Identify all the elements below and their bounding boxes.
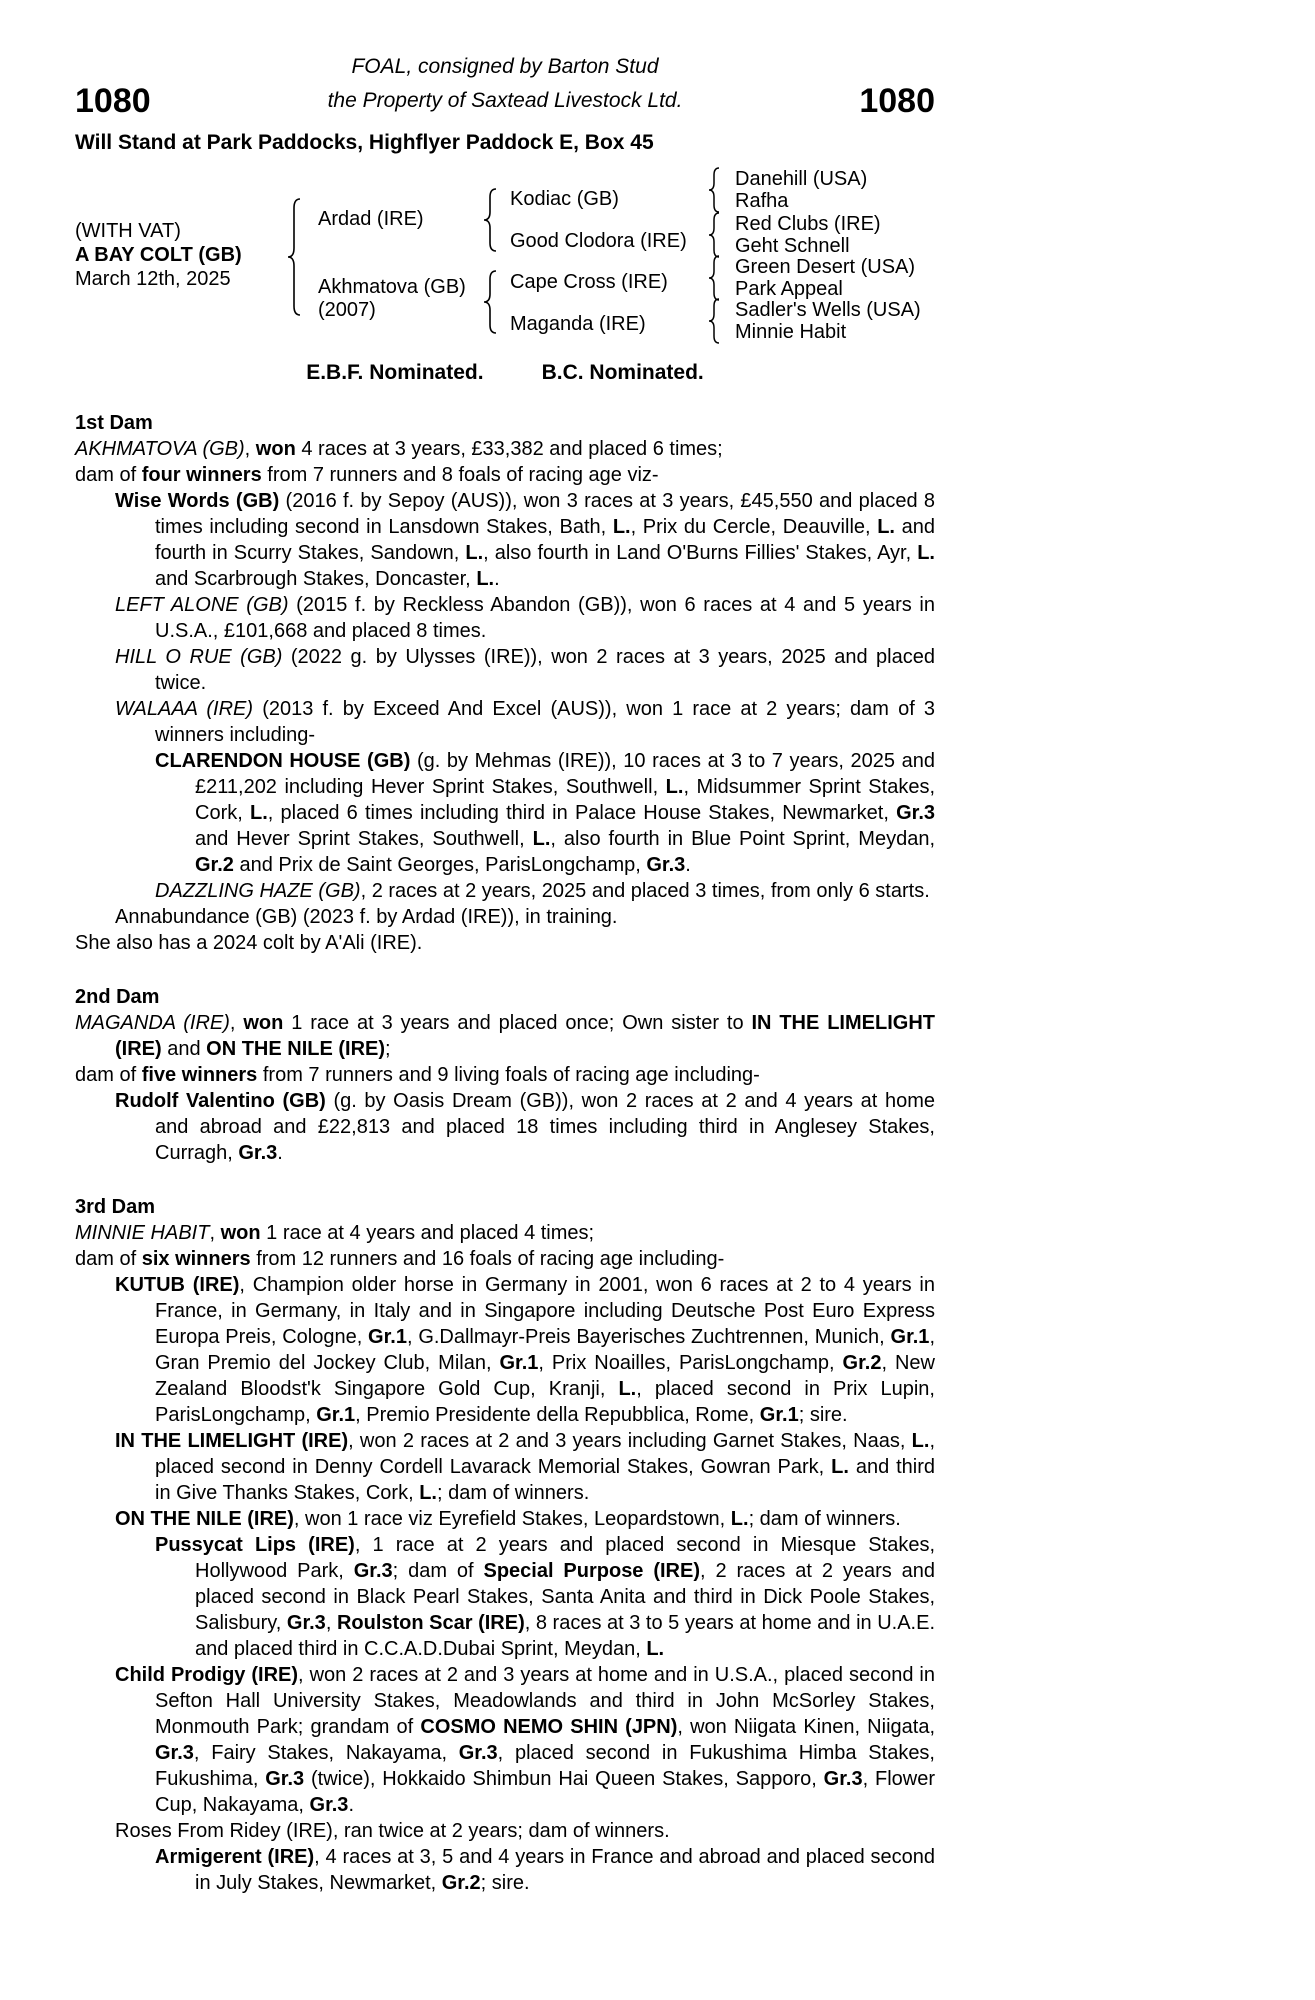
pedigree-paragraph: LEFT ALONE (GB) (2015 f. by Reckless Abandon (GB)), won 6 races at 4 and 5 years in U.S.A., £101,668 and placed 8 times. (115, 594, 935, 642)
pedigree-paragraph: WALAAA (IRE) (2013 f. by Exceed And Excel (AUS)), won 1 race at 2 years; dam of 3 winners including- (115, 698, 935, 746)
pedigree-paragraph: HILL O RUE (GB) (2022 g. by Ulysses (IRE)), won 2 races at 3 years, 2025 and placed twice. (115, 646, 935, 694)
pedigree-paragraph: IN THE LIMELIGHT (IRE), won 2 races at 2 and 3 years including Garnet Stakes, Naas, L., placed second in Denny Cordell Lavarack Memorial Stakes, Gowran Park, L. and third in Give Thanks Stakes, Cork, L.; dam of winners. (115, 1430, 936, 1504)
pedigree-paragraph: Wise Words (GB) (2016 f. by Sepoy (AUS)), won 3 races at 3 years, £45,550 and placed 8 times including second in Lansdown Stakes, Bath, L., Prix du Cercle, Deauville, L. and fourth in Scurry Stakes, Sandown, L., also fourth in Land O'Burns Fillies' Stakes, Ayr, L. and Scarbrough Stakes, Doncaster, L.. (115, 490, 936, 590)
consignor-line: FOAL, consigned by Barton Stud (351, 55, 659, 78)
ebf-nominated-label: E.B.F. Nominated. (306, 361, 484, 384)
pedigree-sections (75, 410, 935, 1896)
pedigree-paragraph: MINNIE HABIT, won 1 race at 4 years and placed 4 times; (75, 1222, 595, 1244)
pedigree-paragraph: DAZZLING HAZE (GB), 2 races at 2 years, 2025 and placed 3 times, from only 6 starts. (155, 880, 930, 902)
lot-number-right: 1080 (859, 82, 935, 120)
pedigree-brace-gg3 (708, 255, 720, 301)
gg-name-1: Danehill (USA) (735, 168, 868, 190)
pedigree-paragraph: CLARENDON HOUSE (GB) (g. by Mehmas (IRE)), 10 races at 3 to 7 years, 2025 and £211,202 including Hever Sprint Stakes, Southwell, L., Midsummer Sprint Stakes, Cork, L., placed 6 times including third in Palace House Stakes, Newmarket, Gr.3 and Hever Sprint Stakes, Southwell, L., also fourth in Blue Point Sprint, Meydan, Gr.2 and Prix de Saint Georges, ParisLongchamp, Gr.3. (155, 750, 935, 876)
pedigree-brace-gg4 (708, 298, 720, 344)
pedigree-paragraph: dam of four winners from 7 runners and 8 foals of racing age viz- (75, 464, 659, 486)
pedigree-paragraph: KUTUB (IRE), Champion older horse in Germany in 2001, won 6 races at 2 to 4 years in France, in Germany, in Italy and in Singapore including Deutsche Post Euro Express Europa Preis, Cologne, Gr.1, G.Dallmayr-Preis Bayerisches Zuchtrennen, Munich, Gr.1, Gran Premio del Jockey Club, Milan, Gr.1, Prix Noailles, ParisLongchamp, Gr.2, New Zealand Bloodst'k Singapore Gold Cup, Kranji, L., placed second in Prix Lupin, ParisLongchamp, Gr.1, Premio Presidente della Repubblica, Rome, Gr.1; sire. (115, 1274, 935, 1426)
dam-section-heading: 2nd Dam (75, 986, 160, 1008)
dam-name: Akhmatova (GB) (318, 276, 466, 298)
lot-header-row (75, 82, 935, 120)
pedigree-paragraph: Annabundance (GB) (2023 f. by Ardad (IRE)), in training. (115, 906, 618, 928)
pedigree-table (75, 166, 935, 348)
pedigree-brace-main (287, 198, 301, 316)
property-line: the Property of Saxtead Livestock Ltd. (327, 89, 683, 112)
pedigree-paragraph: MAGANDA (IRE), won 1 race at 3 years and placed once; Own sister to IN THE LIMELIGHT (IRE) and ON THE NILE (IRE); (75, 1012, 935, 1060)
pedigree-paragraph: Roses From Ridey (IRE), ran twice at 2 years; dam of winners. (115, 1820, 670, 1842)
gg-name-8: Minnie Habit (735, 321, 847, 343)
pedigree-paragraph: AKHMATOVA (GB), won 4 races at 3 years, £33,382 and placed 6 times; (75, 438, 723, 460)
pedigree-paragraph: dam of five winners from 7 runners and 9 living foals of racing age including- (75, 1064, 760, 1086)
pedigree-paragraph: Child Prodigy (IRE), won 2 races at 2 and 3 years at home and in U.S.A., placed second in Sefton Hall University Stakes, Meadowlands and third in John McSorley Stakes, Monmouth Park; grandam of COSMO NEMO SHIN (JPN), won Niigata Kinen, Niigata, Gr.3, Fairy Stakes, Nakayama, Gr.3, placed second in Fukushima Himba Stakes, Fukushima, Gr.3 (twice), Hokkaido Shimbun Hai Queen Stakes, Sapporo, Gr.3, Flower Cup, Nakayama, Gr.3. (115, 1664, 936, 1816)
bc-nominated-label: B.C. Nominated. (541, 361, 704, 384)
pedigree-brace-gg1 (708, 167, 720, 213)
pedigree-paragraph: She also has a 2024 colt by A'Ali (IRE). (75, 932, 423, 954)
stand-location: Will Stand at Park Paddocks, Highflyer Paddock E, Box 45 (75, 131, 654, 154)
animal-name: A BAY COLT (GB) (75, 244, 242, 266)
pedigree-paragraph: Rudolf Valentino (GB) (g. by Oasis Dream (GB)), won 2 races at 2 and 4 years at home and abroad and £22,813 and placed 18 times including third in Anglesey Stakes, Curragh, Gr.3. (115, 1090, 935, 1164)
pedigree-paragraph: dam of six winners from 12 runners and 16 foals of racing age including- (75, 1248, 725, 1270)
dam-year: (2007) (318, 299, 376, 321)
gg-name-6: Park Appeal (735, 278, 843, 300)
gg-name-4: Geht Schnell (735, 235, 850, 257)
pedigree-paragraph: ON THE NILE (IRE), won 1 race viz Eyrefield Stakes, Leopardstown, L.; dam of winners. (115, 1508, 901, 1530)
pedigree-brace-sire (483, 188, 497, 252)
catalogue-page (75, 0, 935, 1896)
dam-sire-name: Cape Cross (IRE) (510, 271, 668, 293)
pedigree-brace-dam (483, 270, 497, 334)
pedigree-brace-gg2 (708, 212, 720, 258)
dam-section-heading: 1st Dam (75, 412, 153, 434)
sire-dam-name: Good Clodora (IRE) (510, 230, 687, 252)
foaling-date: March 12th, 2025 (75, 268, 231, 290)
gg-name-2: Rafha (735, 190, 789, 212)
gg-name-5: Green Desert (USA) (735, 256, 916, 278)
nominations (75, 360, 935, 386)
pedigree-paragraph: Armigerent (IRE), 4 races at 3, 5 and 4 years in France and abroad and placed second in July Stakes, Newmarket, Gr.2; sire. (155, 1846, 936, 1894)
vat-note: (WITH VAT) (75, 220, 181, 242)
pedigree-paragraph: Pussycat Lips (IRE), 1 race at 2 years and placed second in Miesque Stakes, Hollywood Park, Gr.3; dam of Special Purpose (IRE), 2 races at 2 years and placed second in Black Pearl Stakes, Santa Anita and third in Dick Poole Stakes, Salisbury, Gr.3, Roulston Scar (IRE), 8 races at 3 to 5 years at home and in U.A.E. and placed third in C.C.A.D.Dubai Sprint, Meydan, L. (155, 1534, 936, 1660)
lot-number-left: 1080 (75, 82, 151, 120)
dam-dam-name: Maganda (IRE) (510, 313, 646, 335)
sire-name: Ardad (IRE) (318, 208, 424, 230)
dam-section-heading: 3rd Dam (75, 1196, 156, 1218)
gg-name-3: Red Clubs (IRE) (735, 213, 881, 235)
gg-name-7: Sadler's Wells (USA) (735, 299, 921, 321)
sire-sire-name: Kodiac (GB) (510, 188, 619, 210)
